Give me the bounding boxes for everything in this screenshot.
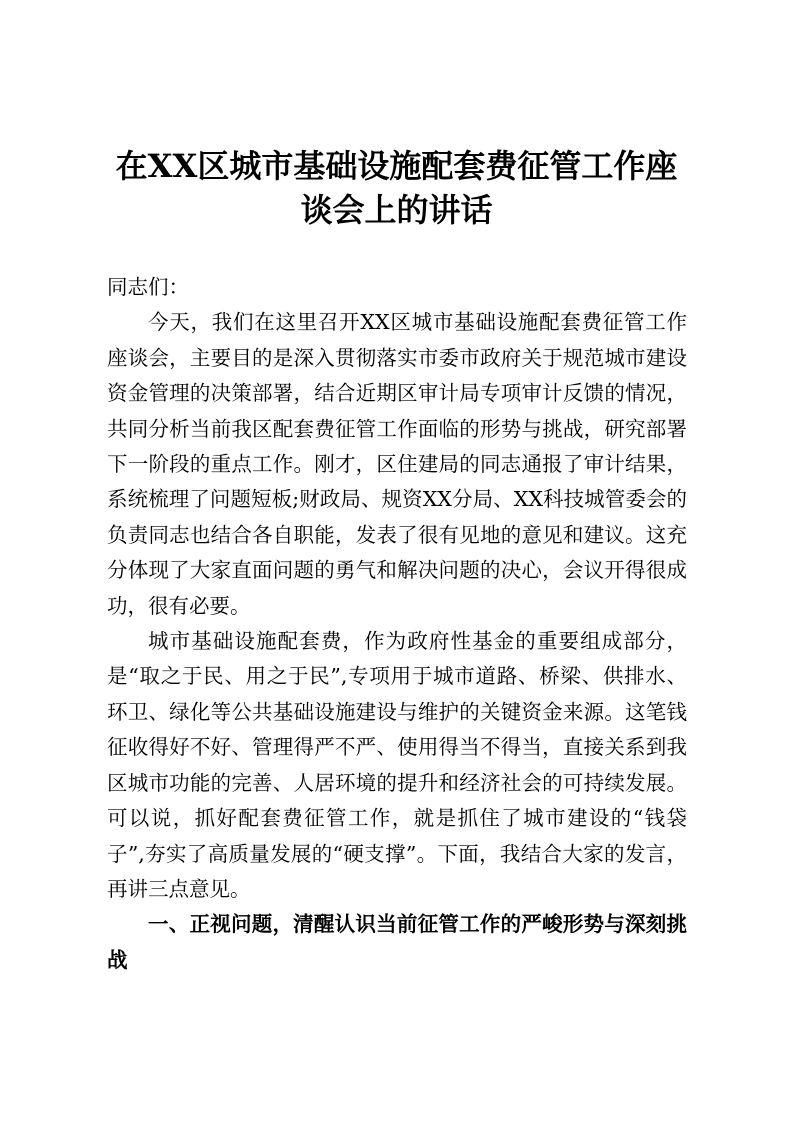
greeting: 同志们： [107, 275, 189, 299]
section-heading: 一、正视问题，清醒认识当前征管工作的严峻形势与深刻挑战 [107, 912, 687, 972]
document-body [107, 270, 687, 978]
paragraph-2: 城市基础设施配套费，作为政府性基金的重要组成部分，是“取之于民、用之于民”,专项用于城市道路、桥梁、供排水、环卫、绿化等公共基础设施建设与维护的关键资金来源。这笔钱征收得好不好、管理得严不严、使用得当不得当，直接关系到我区城市功能的完善、人居环境的提升和经济社会的可持续发展。可以说，抓好配套费征管工作，就是抓住了城市建设的“钱袋子”,夯实了高质量发展的“硬支撑”。下面，我结合大家的发言，再讲三点意见。 [107, 629, 687, 901]
document-title: 在XX区城市基础设施配套费征管工作座谈会上的讲话 [115, 147, 678, 229]
paragraph-1: 今天，我们在这里召开XX区城市基础设施配套费征管工作座谈会，主要目的是深入贯彻落实市委市政府关于规范城市建设资金管理的决策部署，结合近期区审计局专项审计反馈的情况，共同分析当前我区配套费征管工作面临的形势与挑战，研究部署下一阶段的重点工作。刚才，区住建局的同志通报了审计结果，系统梳理了问题短板;财政局、规资XX分局、XX科技城管委会的负责同志也结合各自职能，发表了很有见地的意见和建议。这充分体现了大家直面问题的勇气和解决问题的决心，会议开得很成功，很有必要。 [107, 310, 687, 618]
